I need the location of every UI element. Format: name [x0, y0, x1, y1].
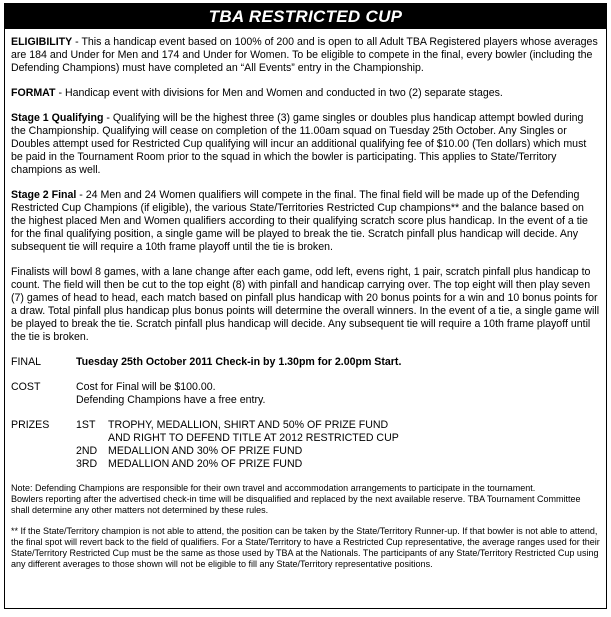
- document-body: [5, 29, 606, 570]
- prizes-label: PRIZES: [11, 419, 50, 431]
- prize-item: [76, 445, 399, 458]
- title-bar: [5, 4, 606, 29]
- page-title: TBA RESTRICTED CUP: [208, 6, 403, 26]
- cost-label: COST: [11, 381, 41, 393]
- eligibility-paragraph: [11, 36, 600, 75]
- stage1-heading: Stage 1 Qualifying: [11, 112, 104, 124]
- format-heading: FORMAT: [11, 87, 56, 99]
- prize-place: 3RD: [76, 458, 98, 470]
- final-value: Tuesday 25th October 2011 Check-in by 1.30pm for 2.00pm Start.: [76, 356, 402, 368]
- eligibility-text: - This a handicap event based on 100% of 200 and is open to all Adult TBA Registered players whose averages are 184 and Under for Men and 174 and Under for Women. To be eligible to compete in the final, every bowler (including the Defending Champions) must have completed an “All Events” entry in the Championship.: [11, 36, 598, 74]
- prize-description: MEDALLION AND 20% OF PRIZE FUND: [108, 458, 303, 470]
- prize-description: TROPHY, MEDALLION, SHIRT AND 50% OF PRIZE FUND: [108, 419, 389, 431]
- format-paragraph: [11, 87, 600, 100]
- stage2-paragraph: [11, 189, 600, 254]
- prizes-row: [11, 419, 600, 471]
- format-text: - Handicap event with divisions for Men and Women and conducted in two (2) separate stages.: [55, 87, 503, 99]
- stage2-text: - 24 Men and 24 Women qualifiers will compete in the final. The final field will be made up of the Defending Restricted Cup Champions (if eligible), the various State/Territories Restricted Cup champions** and the balance based on the highest placed Men and Women qualifiers according to their qualifying scratch score plus handicap. In the event of a tie for the final qualifying position, a single game will be played to break the tie. Scratch pinfall plus handicap will decide. Any subsequent tie will require a 10th frame playoff until the tie is broken.: [11, 189, 588, 253]
- note-section: [11, 483, 600, 516]
- cost-line-1: Cost for Final will be $100.00.: [76, 381, 216, 393]
- prize-place: 2ND: [76, 445, 98, 457]
- final-label: FINAL: [11, 356, 42, 368]
- prize-description-continued: AND RIGHT TO DEFEND TITLE AT 2012 RESTRICTED CUP: [108, 432, 399, 444]
- note-line-2: Bowlers reporting after the advertised check-in time will be disqualified and replaced by the next available reserve. TBA Tournament Committee shall determine any other matters not determined by these rules.: [11, 494, 581, 515]
- eligibility-heading: ELIGIBILITY: [11, 36, 73, 48]
- stage1-paragraph: [11, 112, 600, 177]
- stage1-text: - Qualifying will be the highest three (3) game singles or doubles plus handicap attempt bowled during the Championship. Qualifying will cease on completion of the 11.00am squad on Tuesday 25th October. Any Singles or Doubles attempt used for Restricted Cup qualifying will incur an additional qualifying fee of $10.00 (Ten dollars) which must be paid in the Tournament Room prior to the squad in which the bowler is participating. This applies to State/Territory champions as well.: [11, 112, 587, 176]
- stage2-heading: Stage 2 Final: [11, 189, 77, 201]
- cost-row: [11, 381, 600, 407]
- cost-details: [76, 381, 265, 407]
- document-frame: [4, 3, 607, 609]
- footnote: ** If the State/Territory champion is not able to attend, the position can be taken by the State/Territory Runner-up. If that bowler is not able to attend, the final spot will revert back to the field of qualifiers. For a State/Territory to have a Restricted Cup representative, the average ranges used for their State/Territory Restricted Cup must be the same as those used by TBA at the Nationals. The participants of any State/Territory Restricted Cup using any different averages to those shown will not be eligible to fill any State/Territory representative positions.: [11, 526, 600, 569]
- finalists-paragraph: Finalists will bowl 8 games, with a lane change after each game, odd left, evens right, 1 pair, scratch pinfall plus handicap to count. The field will then be cut to the top eight (8) with pinfall and handicap carrying over. The top eight will then play seven (7) games of head to head, each match based on pinfall plus handicap with 20 bonus points for a win and 10 bonus points for a draw. Total pinfall plus handicap plus bonus points will determine the overall winners. In the event of a tie, a single game will be played to break the tie. Scratch pinfall plus handicap will decide. Any subsequent tie will require a 10th frame playoff until the tie is broken.: [11, 266, 600, 343]
- prizes-list: [76, 419, 399, 471]
- prize-place: 1ST: [76, 419, 96, 431]
- prize-description: MEDALLION AND 30% OF PRIZE FUND: [108, 445, 303, 457]
- note-line-1: Note: Defending Champions are responsible for their own travel and accommodation arrangements to participate in the tournament.: [11, 483, 536, 493]
- prize-item: [76, 419, 399, 432]
- cost-line-2: Defending Champions have a free entry.: [76, 394, 266, 406]
- final-row: [11, 356, 600, 369]
- prize-item: [76, 458, 399, 471]
